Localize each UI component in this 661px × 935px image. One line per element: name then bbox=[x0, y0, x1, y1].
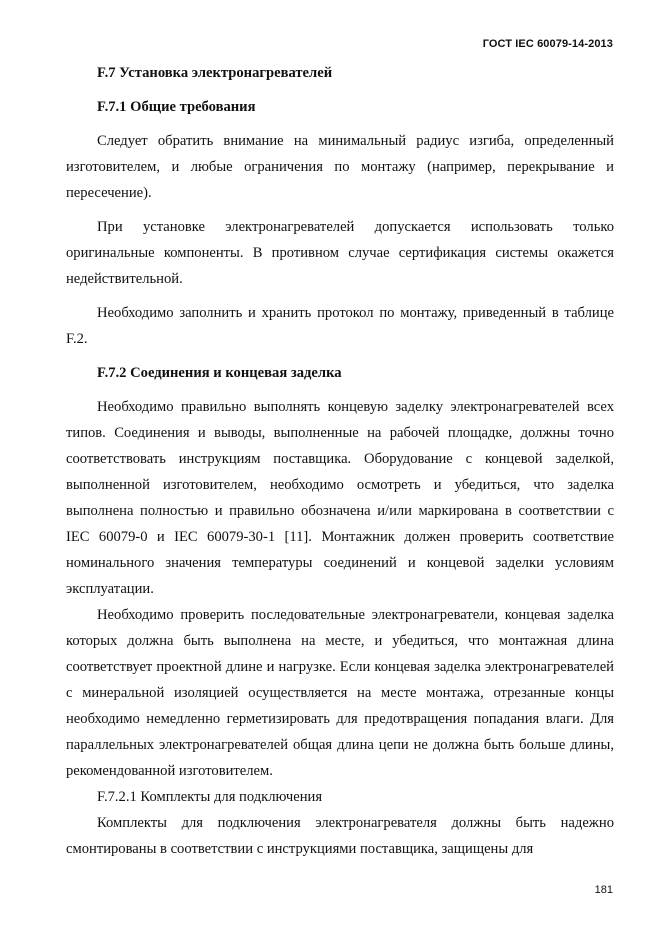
paragraph: Необходимо правильно выполнять концевую заделку электронагревателей всех типов. Соединения и выводы, выполненные на рабочей площадке, должны точно соответствовать инструкциям поставщика. Оборудование с концевой заделкой, выполненной изготовителем, необходимо осмотреть и убедиться, что заделка выполнена полностью и правильно обозначена и/или маркирована в соответствии с IEC 60079-0 и IEC 60079-30-1 [11]. Монтажник должен проверить соответствие номинального значения температуры соединений и концевой заделки условиям эксплуатации. bbox=[66, 399, 614, 597]
paragraph: Комплекты для подключения электронагревателя должны быть надежно смонтированы в соответствии с инструкциями поставщика, защищены для bbox=[66, 815, 614, 857]
subsection-title-general: F.7.1 Общие требования bbox=[97, 99, 256, 115]
paragraph: Следует обратить внимание на минимальный радиус изгиба, определенный изготовителем, и любые ограничения по монтажу (например, перекрывание и пересечение). bbox=[66, 133, 614, 201]
subsubsection-title-kits: F.7.2.1 Комплекты для подключения bbox=[97, 789, 323, 805]
paragraph: При установке электронагревателей допускается использовать только оригинальные компоненты. В противном случае сертификация системы окажется недействительной. bbox=[66, 219, 614, 287]
page-number: 181 bbox=[594, 884, 613, 896]
document-code-header: ГОСТ IEC 60079-14-2013 bbox=[482, 38, 613, 50]
document-body bbox=[66, 60, 614, 862]
subsection-title-connections: F.7.2 Соединения и концевая заделка bbox=[97, 365, 342, 381]
paragraph: Необходимо заполнить и хранить протокол по монтажу, приведенный в таблице F.2. bbox=[66, 305, 614, 347]
section-title: F.7 Установка электронагревателей bbox=[97, 65, 333, 81]
paragraph: Необходимо проверить последовательные электронагреватели, концевая заделка которых должна быть выполнена на месте, и убедиться, что монтажная длина соответствует проектной длине и нагрузке. Если концевая заделка электронагревателей с минеральной изоляцией осуществляется на месте монтажа, отрезанные концы необходимо немедленно герметизировать для предотвращения попадания влаги. Для параллельных электронагревателей общая длина цепи не должна быть больше длины, рекомендованной изготовителем. bbox=[66, 607, 614, 779]
